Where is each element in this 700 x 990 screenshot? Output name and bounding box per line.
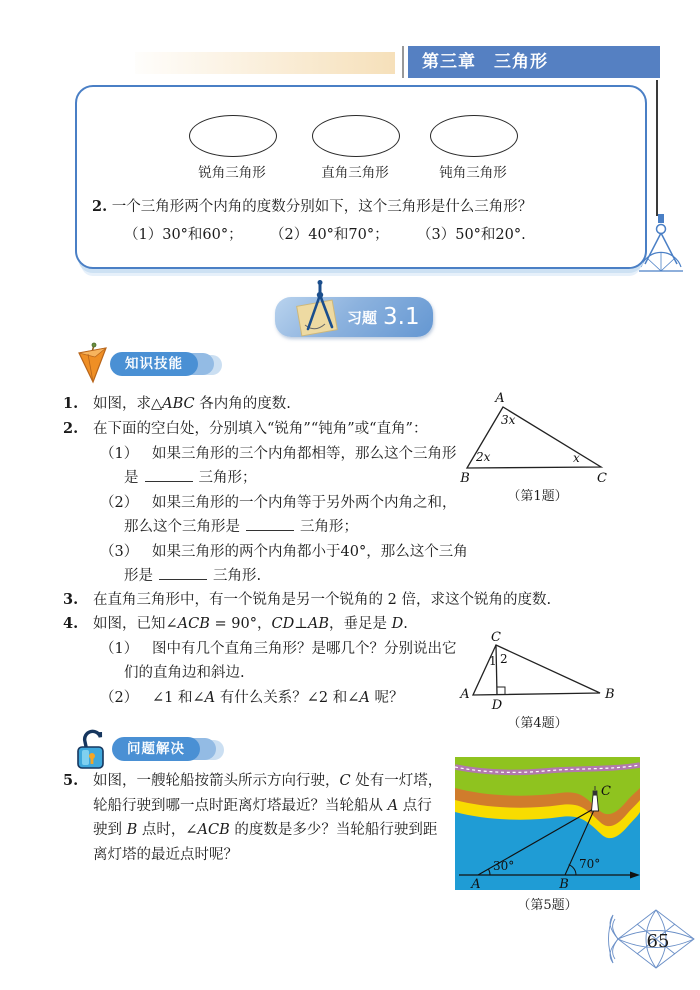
chapter-title: 第三章 三角形 — [422, 52, 548, 72]
text: 的度数是多少？当轮船行驶到距 — [229, 822, 438, 838]
page-number: 65 — [646, 931, 670, 952]
problem-2-item-2 — [93, 491, 498, 540]
badge-label: 习题 — [347, 308, 378, 327]
figure-4-triangle — [455, 630, 620, 712]
section-knowledge: 知识技能 — [110, 352, 198, 376]
margin-rule — [656, 80, 658, 216]
header-divider — [402, 46, 404, 78]
problem-4-intro — [93, 612, 498, 637]
problem-5 — [63, 769, 489, 867]
perp-symbol: ⊥ — [294, 616, 308, 632]
blank-post: 三角形； — [300, 519, 358, 535]
q2-option-3: （3）50°和20°. — [417, 227, 526, 243]
problem-2-number: 2. — [63, 420, 79, 437]
box-question-2 — [92, 195, 632, 216]
item-marker: （3） — [100, 543, 139, 560]
page-number-emblem — [606, 906, 698, 972]
math-ACB: ACB — [197, 822, 230, 838]
figure-5-map — [455, 757, 640, 890]
angle-2-label: 2 — [500, 652, 508, 666]
item-marker: （2） — [100, 494, 139, 511]
item-marker: （1） — [100, 640, 139, 657]
answer-blank — [159, 566, 207, 580]
item-line-blank — [124, 515, 498, 540]
problem-2 — [63, 417, 498, 589]
angle-x-label: x — [573, 451, 580, 465]
angle-2x-label: 2x — [476, 450, 491, 464]
question-text: 一个三角形两个内角的度数分别如下，这个三角形是什么三角形？ — [111, 199, 533, 215]
review-box — [75, 85, 647, 269]
spinning-top-icon — [76, 342, 110, 386]
problem-4-number: 4. — [63, 615, 79, 632]
ellipse-acute — [189, 115, 277, 157]
text: 处有一灯塔， — [350, 773, 443, 789]
angle-3x-label: 3x — [501, 413, 516, 427]
text: ，垂足是 — [328, 616, 392, 632]
figure-4-caption: （第4题） — [507, 716, 568, 731]
vertex-C-label: C — [597, 471, 607, 486]
problem-1-number: 1. — [63, 395, 79, 412]
text: 轮船行驶到哪一点时距离灯塔最近？当轮船从 — [93, 797, 388, 814]
problem-3 — [63, 588, 683, 613]
ellipse-right — [312, 115, 400, 157]
angle-30-label: 30° — [493, 859, 515, 873]
q2-option-2: （2）40°和70°； — [270, 227, 389, 243]
figure-5-caption: （第5题） — [517, 898, 578, 913]
blank-post: 三角形； — [198, 470, 257, 486]
lighthouse-icon — [592, 795, 599, 811]
math-A: A — [387, 797, 399, 814]
vertex-C-label: C — [491, 630, 501, 645]
text: 点时，∠ — [137, 822, 198, 838]
text: 如图，一艘轮船按箭头所示方向行驶， — [93, 773, 340, 789]
problem-4 — [63, 612, 498, 710]
ellipse-label-right: 直角三角形 — [321, 165, 389, 181]
chapter-header — [408, 46, 660, 78]
problem-1-text-end: 各内角的度数. — [194, 396, 291, 412]
math-B: B — [126, 822, 138, 838]
item-line-blank — [124, 466, 498, 491]
header-beige-band — [135, 52, 395, 74]
ellipse-label-obtuse: 钝角三角形 — [439, 165, 507, 181]
vertex-B-label: B — [460, 471, 470, 486]
text: = 90°， — [209, 616, 272, 632]
item-line: 如果三角形的三个内角都相等，那么这个三角形 — [152, 445, 457, 462]
point-C-label: C — [601, 784, 611, 799]
answer-blank — [246, 517, 294, 531]
math-D: D — [391, 616, 404, 632]
figure-1-triangle — [455, 390, 620, 487]
item-line: 们的直角边和斜边. — [124, 665, 245, 681]
item-marker: （2） — [100, 689, 139, 706]
text: 驶到 — [93, 822, 127, 838]
angle-1-label: 1 — [489, 654, 497, 668]
badge-number: 3.1 — [383, 304, 420, 330]
question-number: 2. — [92, 198, 108, 215]
ellipse-label-acute: 锐角三角形 — [198, 165, 266, 181]
badge-compass-icon — [289, 279, 343, 339]
text: ∠1 和∠ — [152, 689, 205, 706]
text: 如图，已知∠ — [93, 616, 178, 632]
problem-5-line-2 — [93, 794, 489, 819]
section-problem-solving: 问题解决 — [112, 737, 200, 761]
text: . — [403, 616, 408, 632]
problem-5-number: 5. — [63, 772, 79, 789]
math-A: A — [204, 689, 216, 706]
text: 呢？ — [369, 689, 404, 706]
item-line: 如果三角形的两个内角都小于40°，那么这个三角 — [152, 543, 468, 560]
answer-blank — [145, 468, 193, 482]
vertex-A-label: A — [460, 687, 470, 702]
q2-option-1: （1）30°和60°； — [124, 227, 243, 243]
problem-4-item-2 — [93, 686, 498, 711]
blank-pre: 那么这个三角形是 — [124, 519, 240, 535]
point-A-label: A — [471, 877, 481, 890]
item-line-blank — [124, 564, 498, 589]
item-marker: （1） — [100, 445, 139, 462]
vertex-B-label: B — [605, 687, 615, 702]
problem-5-line-4 — [93, 843, 489, 868]
vertex-D-label: D — [491, 698, 503, 712]
problem-3-number: 3. — [63, 591, 79, 608]
blank-pre: 是 — [124, 470, 139, 486]
problem-1 — [63, 392, 493, 417]
padlock-icon — [72, 729, 112, 773]
item-line — [124, 686, 498, 711]
problem-3-text: 在直角三角形中，有一个锐角是另一个锐角的 2 倍，求这个锐角的度数. — [93, 592, 552, 608]
math-ABC: ABC — [162, 396, 195, 412]
problem-5-line-3 — [93, 818, 489, 843]
item-line: 如果三角形的一个内角等于另外两个内角之和， — [152, 494, 457, 511]
text: 点行 — [398, 797, 432, 814]
math-C: C — [339, 773, 351, 789]
text: 有什么关系？∠2 和∠ — [215, 689, 360, 706]
ellipse-obtuse — [430, 115, 518, 157]
angle-70-label: 70° — [579, 857, 601, 871]
problem-2-item-1 — [93, 442, 498, 491]
math-CD: CD — [271, 616, 295, 632]
vertex-A-label: A — [495, 391, 505, 406]
math-A: A — [359, 689, 370, 706]
problem-2-item-3 — [93, 540, 498, 589]
problem-1-text: 如图，求△ — [93, 396, 163, 412]
problem-2-intro: 在下面的空白处，分别填入“锐角”“钝角”或“直角”： — [93, 421, 428, 437]
exercise-badge — [275, 297, 433, 337]
blank-pre: 形是 — [124, 568, 153, 584]
problem-4-item-1 — [93, 637, 498, 686]
item-line: 图中有几个直角三角形？是哪几个？分别说出它 — [152, 640, 457, 657]
figure-1-caption: （第1题） — [507, 489, 568, 504]
text: 离灯塔的最近点时呢？ — [93, 846, 238, 863]
math-ACB: ACB — [177, 616, 210, 632]
blank-post: 三角形. — [213, 568, 262, 584]
problem-5-line-1 — [93, 769, 489, 794]
math-AB: AB — [307, 616, 329, 632]
point-B-label: B — [559, 877, 569, 890]
